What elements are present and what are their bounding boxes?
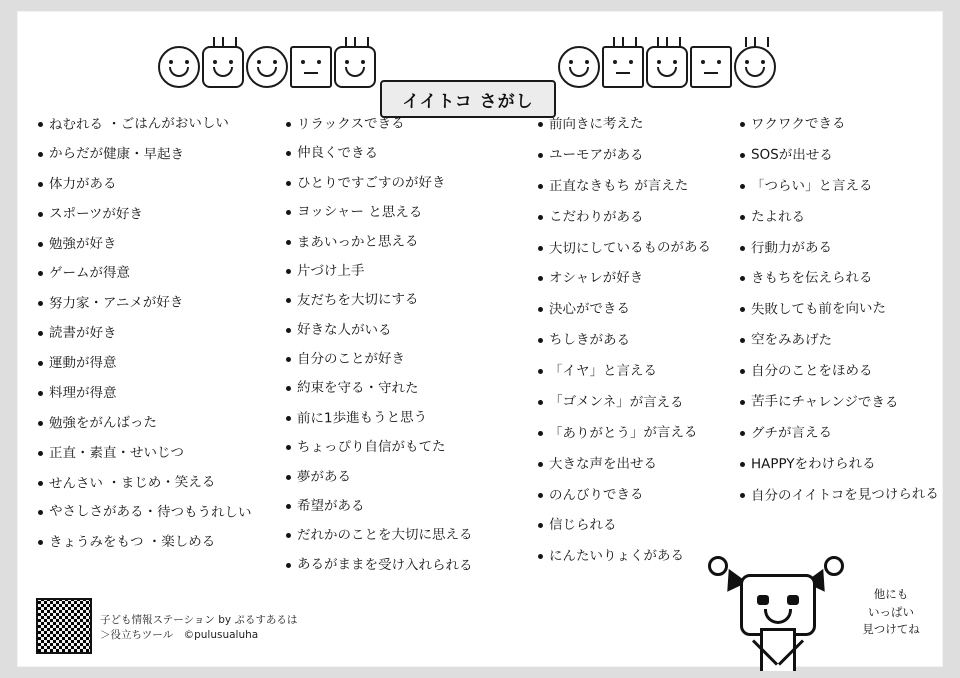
checklist-item-label: スポーツが好き: [48, 205, 144, 223]
flat-face-icon: [602, 46, 644, 88]
checklist-item-label: 大きな声を出せる: [548, 455, 658, 472]
bullet-icon: [38, 361, 43, 366]
checklist-item[interactable]: [286, 116, 536, 133]
checklist-columns: [18, 116, 942, 616]
bullet-icon: [740, 400, 745, 405]
bullet-icon: [538, 153, 543, 158]
checklist-item[interactable]: [740, 178, 935, 195]
checklist-item[interactable]: [286, 263, 536, 280]
bullet-icon: [538, 246, 543, 251]
checklist-item[interactable]: [286, 469, 536, 486]
bullet-icon: [286, 386, 291, 391]
checklist-item-label: ちしきがある: [548, 331, 631, 349]
checklist-item[interactable]: [740, 456, 935, 473]
checklist-item[interactable]: [38, 355, 298, 372]
bullet-icon: [286, 151, 291, 156]
bullet-icon: [538, 554, 543, 559]
bubble-line-2: いっぱい: [868, 604, 914, 619]
checklist-item[interactable]: [538, 456, 743, 473]
crown-icon: [345, 37, 365, 47]
bullet-icon: [538, 400, 543, 405]
bullet-icon: [538, 307, 543, 312]
checklist-item-label: にんたいりょくがある: [548, 548, 685, 565]
checklist-item-label: せんさい ・まじめ・笑える: [48, 473, 216, 492]
checklist-item-label: 行動力がある: [750, 239, 833, 256]
mascot-speech-bubble: [848, 586, 934, 638]
bullet-icon: [286, 298, 291, 303]
checklist-item[interactable]: [538, 487, 743, 504]
checklist-item[interactable]: [538, 147, 743, 164]
checklist-column-2: [286, 116, 536, 586]
smiley-face-icon: [646, 46, 688, 88]
checklist-item[interactable]: [740, 240, 935, 257]
checklist-item-label: 正直・素直・せいじつ: [48, 444, 185, 461]
checklist-item-label: 「つらい」と言える: [750, 177, 873, 194]
credit-block: [100, 613, 297, 645]
bullet-icon: [538, 369, 543, 374]
mascot-head: [740, 574, 816, 636]
checklist-item[interactable]: [38, 415, 298, 432]
checklist-item[interactable]: [740, 332, 935, 349]
bullet-icon: [38, 481, 43, 486]
checklist-item-label: HAPPYをわけられる: [750, 455, 876, 472]
checklist-item-label: ワクワクできる: [750, 115, 846, 133]
checklist-item-label: リラックスできる: [296, 115, 405, 133]
bullet-icon: [286, 269, 291, 274]
bullet-icon: [38, 152, 43, 157]
checklist-item-label: SOSが出せる: [750, 146, 833, 164]
credit-line-1: 子ども情報ステーション by ぷるすあるは: [100, 613, 298, 626]
poster-header: [18, 38, 942, 112]
checklist-item-label: 希望がある: [296, 497, 365, 515]
smiley-face-icon: [246, 46, 288, 88]
checklist-item[interactable]: [38, 325, 298, 342]
checklist-item[interactable]: [38, 534, 298, 551]
checklist-item-label: ユーモアがある: [548, 146, 644, 164]
checklist-item[interactable]: [538, 270, 743, 287]
bullet-icon: [740, 493, 745, 498]
bullet-icon: [38, 182, 43, 187]
bullet-icon: [286, 181, 291, 186]
bullet-icon: [286, 475, 291, 480]
checklist-item[interactable]: [538, 240, 743, 257]
checklist-item-label: たよれる: [750, 208, 806, 225]
hand-icon: [824, 556, 844, 576]
checklist-item-label: 空をみあげた: [750, 331, 833, 349]
checklist-item[interactable]: [286, 439, 536, 456]
checklist-item-label: きょうみをもつ ・楽しめる: [48, 533, 216, 551]
checklist-item[interactable]: [286, 527, 536, 544]
bullet-icon: [740, 431, 745, 436]
bullet-icon: [38, 331, 43, 336]
checklist-item-label: 大切にしているものがある: [548, 238, 712, 257]
mascot-body: [760, 628, 796, 671]
checklist-item-label: こだわりがある: [548, 208, 644, 226]
bullet-icon: [38, 451, 43, 456]
crown-icon: [213, 37, 233, 47]
checklist-item[interactable]: [538, 394, 743, 411]
checklist-item[interactable]: [740, 485, 939, 504]
checklist-item[interactable]: [740, 394, 935, 411]
bullet-icon: [538, 276, 543, 281]
checklist-item-label: 体力がある: [48, 175, 117, 192]
bullet-icon: [538, 122, 543, 127]
crown-icon: [745, 37, 765, 47]
bullet-icon: [740, 246, 745, 251]
checklist-item-label: 自分のことをほめる: [750, 362, 873, 380]
poster-page: [18, 12, 942, 666]
crown-icon: [613, 37, 633, 47]
bullet-icon: [538, 462, 543, 467]
bullet-icon: [286, 445, 291, 450]
credit-line-2: ＞役立ちツール ©pulusualuha: [100, 629, 259, 642]
bullet-icon: [286, 122, 291, 127]
checklist-item-label: だれかのことを大切に思える: [296, 526, 473, 544]
checklist-item[interactable]: [538, 301, 743, 318]
bullet-icon: [38, 540, 43, 545]
checklist-item[interactable]: [38, 116, 298, 133]
checklist-item[interactable]: [740, 209, 935, 226]
bullet-icon: [38, 212, 43, 217]
bullet-icon: [38, 391, 43, 396]
checklist-item-label: あるがままを受け入れられる: [296, 555, 473, 574]
bullet-icon: [538, 493, 543, 498]
checklist-item[interactable]: [538, 178, 743, 195]
bullet-icon: [740, 307, 745, 312]
checklist-item-label: オシャレが好き: [548, 270, 644, 287]
checklist-item[interactable]: [740, 363, 935, 380]
checklist-item[interactable]: [286, 410, 536, 427]
checklist-item[interactable]: [38, 504, 298, 521]
checklist-item-label: 仲良くできる: [296, 145, 379, 162]
bullet-icon: [38, 510, 43, 515]
checklist-item-label: 努力家・アニメが好き: [48, 294, 184, 312]
bullet-icon: [740, 338, 745, 343]
poster-title-box: [380, 80, 556, 118]
smiley-face-icon: [158, 46, 200, 88]
smiley-face-icon: [202, 46, 244, 88]
face-group-left: [158, 46, 376, 88]
bullet-icon: [286, 416, 291, 421]
face-group-right: [558, 46, 776, 88]
bullet-icon: [286, 328, 291, 333]
checklist-item[interactable]: [286, 204, 536, 221]
checklist-item-label: まあいっかと思える: [296, 232, 419, 251]
checklist-item-label: ひとりですごすのが好き: [296, 174, 446, 192]
bullet-icon: [38, 242, 43, 247]
bullet-icon: [286, 563, 291, 568]
bullet-icon: [538, 184, 543, 189]
bullet-icon: [286, 504, 291, 509]
checklist-item-label: 失敗しても前を向いた: [750, 300, 887, 318]
checklist-item-label: 苦手にチャレンジできる: [750, 393, 899, 411]
checklist-item[interactable]: [38, 385, 298, 402]
checklist-item-label: からだが健康・早起き: [48, 145, 185, 163]
checklist-item[interactable]: [38, 445, 298, 462]
bubble-line-1: 他にも: [873, 587, 909, 602]
checklist-item-label: ちょっぴり自信がもてた: [296, 438, 446, 456]
checklist-item-label: 片づけ上手: [296, 262, 365, 279]
bullet-icon: [538, 338, 543, 343]
checklist-item-label: 勉強をがんばった: [48, 414, 158, 432]
checklist-item[interactable]: [538, 116, 743, 133]
checklist-item[interactable]: [740, 425, 935, 442]
bullet-icon: [740, 184, 745, 189]
checklist-item[interactable]: [740, 147, 935, 164]
checklist-item-label: ヨッシャー と思える: [296, 203, 423, 221]
checklist-item-label: 前向きに考えた: [548, 115, 644, 133]
checklist-item-label: 自分のイイトコを見つけられる: [750, 485, 939, 504]
checklist-item[interactable]: [740, 270, 935, 287]
checklist-item-label: 料理が得意: [48, 384, 117, 402]
checklist-item-label: 前に1歩進もうと思う: [296, 409, 428, 427]
qr-code[interactable]: [36, 598, 92, 654]
checklist-item-label: 読書が好き: [48, 324, 117, 342]
page-title: イイトコ さがし: [402, 91, 534, 112]
bullet-icon: [286, 357, 291, 362]
checklist-item-label: きもちを伝えられる: [750, 270, 873, 287]
crown-icon: [657, 37, 677, 47]
checklist-column-4: [740, 115, 939, 517]
checklist-item[interactable]: [538, 517, 743, 534]
checklist-item[interactable]: [538, 209, 743, 226]
checklist-item[interactable]: [286, 380, 536, 397]
bullet-icon: [740, 276, 745, 281]
hand-icon: [708, 556, 728, 576]
checklist-item[interactable]: [38, 475, 298, 492]
checklist-item[interactable]: [286, 234, 536, 251]
checklist-item-label: 運動が得意: [48, 354, 117, 372]
bullet-icon: [740, 462, 745, 467]
checklist-item-label: ゲームが得意: [48, 265, 131, 282]
bullet-icon: [38, 122, 43, 127]
checklist-item-label: 信じられる: [548, 517, 617, 534]
checklist-item[interactable]: [538, 425, 743, 442]
bubble-line-3: 見つけてね: [862, 621, 920, 636]
checklist-item-label: 決心ができる: [548, 300, 631, 318]
smiley-face-icon: [734, 46, 776, 88]
checklist-item[interactable]: [38, 265, 298, 282]
checklist-item[interactable]: [286, 292, 536, 309]
checklist-item[interactable]: [286, 557, 536, 574]
checklist-item[interactable]: [38, 236, 298, 253]
checklist-item[interactable]: [38, 146, 298, 163]
bullet-icon: [740, 153, 745, 158]
bullet-icon: [38, 421, 43, 426]
bullet-icon: [38, 301, 43, 306]
checklist-item[interactable]: [38, 206, 298, 223]
bullet-icon: [538, 215, 543, 220]
checklist-item[interactable]: [740, 116, 935, 133]
smiley-face-icon: [334, 46, 376, 88]
checklist-item-label: 「ありがとう」が言える: [548, 423, 698, 442]
checklist-item[interactable]: [286, 322, 536, 339]
checklist-item-label: ねむれる ・ごはんがおいしい: [48, 115, 229, 133]
checklist-item[interactable]: [286, 351, 536, 368]
checklist-item-label: やさしさがある・待つもうれしい: [48, 503, 252, 522]
mascot-character: [706, 556, 846, 666]
checklist-item-label: 夢がある: [296, 468, 352, 485]
bullet-icon: [538, 523, 543, 528]
bullet-icon: [286, 533, 291, 538]
checklist-item-label: 正直なきもち が言えた: [548, 177, 689, 194]
flat-face-icon: [690, 46, 732, 88]
checklist-item[interactable]: [286, 175, 536, 192]
checklist-item-label: 約束を守る・守れた: [296, 379, 419, 397]
bullet-icon: [740, 369, 745, 374]
bullet-icon: [538, 431, 543, 436]
checklist-column-1: [38, 116, 298, 564]
bullet-icon: [740, 215, 745, 220]
bullet-icon: [38, 271, 43, 276]
checklist-item[interactable]: [740, 301, 935, 318]
checklist-item-label: のんびりできる: [548, 486, 644, 503]
checklist-item[interactable]: [38, 176, 298, 193]
checklist-item-label: 勉強が好き: [48, 235, 117, 252]
checklist-item-label: 「イヤ」と言える: [548, 362, 658, 380]
flat-face-icon: [290, 46, 332, 88]
checklist-item-label: 自分のことが好き: [296, 350, 406, 368]
checklist-column-3: [538, 116, 743, 579]
checklist-item[interactable]: [38, 295, 298, 312]
checklist-item-label: グチが言える: [750, 424, 833, 442]
checklist-item[interactable]: [286, 498, 536, 515]
checklist-item-label: 友だちを大切にする: [296, 291, 419, 309]
bullet-icon: [286, 240, 291, 245]
checklist-item[interactable]: [538, 332, 743, 349]
checklist-item[interactable]: [286, 145, 536, 162]
checklist-item-label: 「ゴメンネ」が言える: [548, 393, 684, 411]
checklist-item-label: 好きな人がいる: [296, 321, 392, 339]
bullet-icon: [740, 122, 745, 127]
bullet-icon: [286, 210, 291, 215]
smiley-face-icon: [558, 46, 600, 88]
checklist-item[interactable]: [538, 363, 743, 380]
